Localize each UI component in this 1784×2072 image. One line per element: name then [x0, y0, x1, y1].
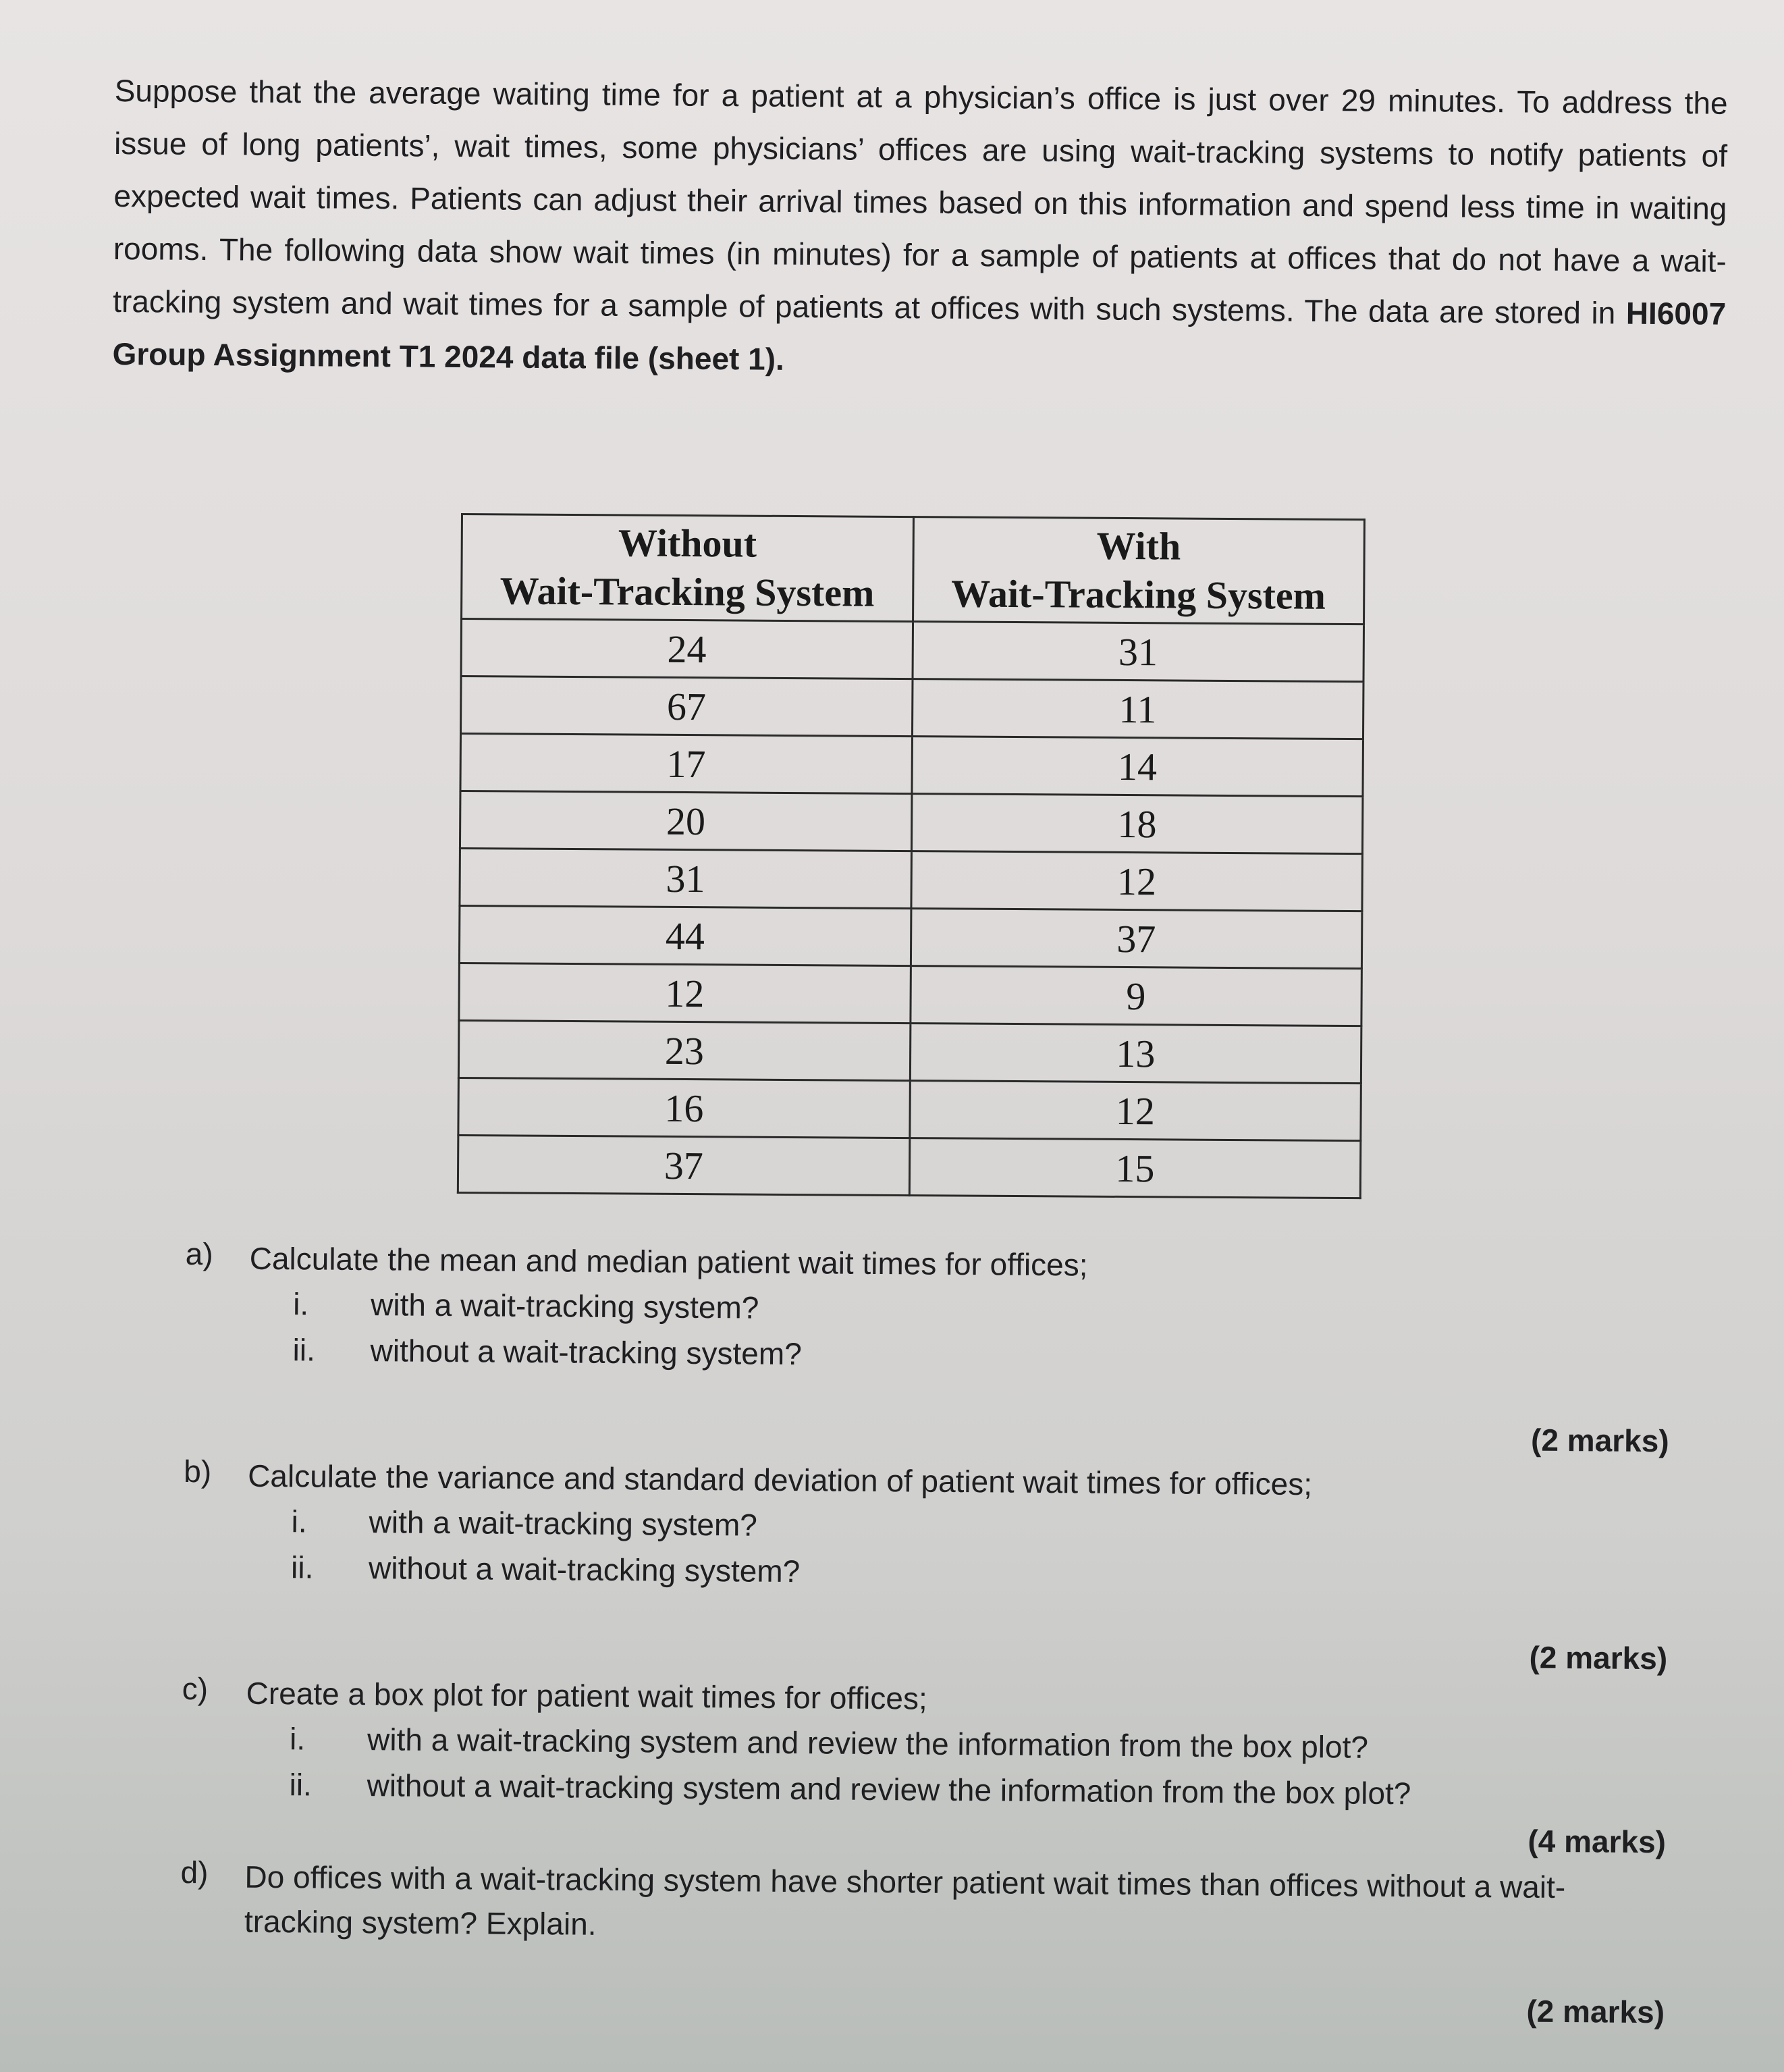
question-a-letter: a) [185, 1236, 213, 1272]
table-row [460, 791, 1362, 854]
cell-with: 12 [909, 1081, 1361, 1141]
header-with-line1: With [1096, 523, 1181, 568]
question-d [180, 1854, 1666, 1955]
cell-without: 31 [460, 848, 911, 908]
sub-text: with a wait-tracking system and review the information from the box plot? [367, 1722, 1369, 1765]
sub-text: without a wait-tracking system and review the information from the box plot? [367, 1768, 1411, 1811]
question-a-text: Calculate the mean and median patient wait times for offices; [249, 1240, 1088, 1283]
cell-with: 12 [911, 851, 1362, 911]
questions-section [180, 1236, 1671, 2036]
cell-without: 20 [460, 791, 911, 851]
cell-with: 18 [911, 794, 1363, 854]
question-b-marks: (2 marks) [1529, 1639, 1668, 1676]
sub-number: i. [289, 1721, 306, 1757]
header-without [462, 514, 913, 622]
sub-number: ii. [290, 1549, 314, 1585]
question-b-text: Calculate the variance and standard deviation of patient wait times for offices; [248, 1458, 1313, 1502]
sub-text: without a wait-tracking system? [368, 1550, 801, 1589]
question-d-marks: (2 marks) [1526, 1993, 1665, 2030]
table-row [459, 905, 1361, 968]
intro-text: Suppose that the average waiting time for a patient at a physician’s office is just over 29 minutes. To address the issue of long patients’, wait times, some physicians’ offices are using wait-tracking systems to notify patients of expected wait times. Patients can adjust their arrival times based on this information and spend less time in waiting rooms. The following data show wait times (in minutes) for a sample of patients at offices that do not have a wait-tracking system and wait times for a sample of patients at offices with such systems. The data are stored in [113, 72, 1728, 331]
cell-without: 67 [461, 676, 913, 737]
question-a-marks: (2 marks) [1530, 1422, 1669, 1459]
cell-without: 24 [461, 619, 913, 679]
intro-paragraph [112, 64, 1728, 393]
wait-times-table [457, 513, 1366, 1199]
sub-text: with a wait-tracking system? [371, 1287, 759, 1325]
table-row [458, 1135, 1360, 1198]
cell-with: 14 [911, 737, 1363, 797]
header-with-line2: Wait-Tracking System [950, 571, 1326, 618]
cell-with: 31 [913, 622, 1364, 682]
cell-with: 37 [911, 909, 1362, 969]
header-without-line1: Without [618, 521, 757, 566]
sub-number: i. [293, 1286, 309, 1322]
cell-without: 37 [458, 1135, 909, 1195]
question-d-text: Do offices with a wait-tracking system have shorter patient wait times than offices without a wait-tracking system? Explain. [244, 1859, 1566, 1942]
data-file-reference: HI6007 Group Assignment T1 2024 data file (sheet 1). [112, 295, 1727, 377]
sub-text: without a wait-tracking system? [370, 1333, 802, 1372]
table-row [458, 1020, 1361, 1083]
table-row [459, 963, 1361, 1026]
header-without-line2: Wait-Tracking System [499, 568, 875, 615]
cell-with: 11 [912, 679, 1363, 739]
cell-with: 13 [910, 1024, 1361, 1084]
header-with [913, 517, 1364, 625]
sub-number: ii. [292, 1332, 316, 1368]
cell-with: 9 [910, 966, 1361, 1026]
question-c-letter: c) [182, 1670, 209, 1707]
cell-with: 15 [909, 1138, 1361, 1198]
cell-without: 12 [459, 963, 911, 1023]
cell-without: 23 [458, 1020, 910, 1080]
table-row [461, 676, 1363, 739]
cell-without: 16 [458, 1078, 910, 1138]
table-row [460, 734, 1363, 797]
question-c-marks: (4 marks) [1528, 1823, 1667, 1860]
question-d-letter: d) [180, 1854, 209, 1890]
question-b-letter: b) [184, 1453, 212, 1489]
cell-without: 17 [460, 734, 912, 794]
sub-number: ii. [289, 1767, 313, 1803]
sub-text: with a wait-tracking system? [369, 1504, 758, 1543]
sub-number: i. [291, 1504, 307, 1539]
cell-without: 44 [459, 905, 911, 965]
table-row [460, 848, 1362, 911]
table-header-row [462, 514, 1365, 625]
table-row [458, 1078, 1361, 1140]
wait-times-table-container [457, 513, 1366, 1199]
question-c-text: Create a box plot for patient wait times for offices; [246, 1675, 927, 1716]
table-row [461, 619, 1363, 682]
